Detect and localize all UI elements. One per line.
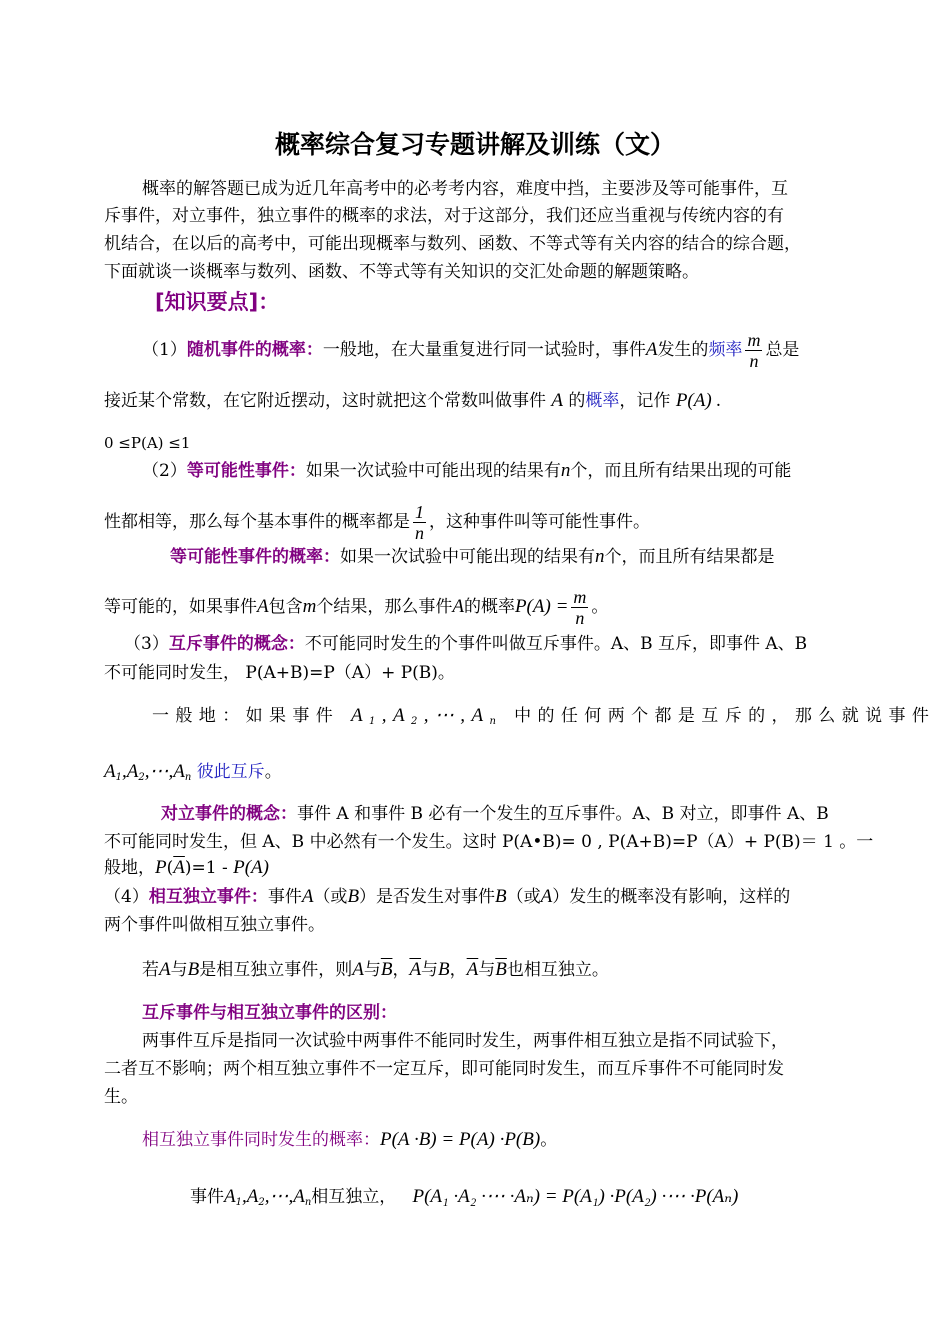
math-a-bar: $\overline{A}$ xyxy=(466,959,479,980)
p3-line-1 xyxy=(124,632,807,656)
math-sep: ,⋯, xyxy=(264,1186,294,1207)
probability-range: 0 ≤P(A) ≤1 xyxy=(104,434,191,452)
math-a: A xyxy=(159,959,171,980)
p2b-line-2 xyxy=(104,587,608,628)
p2-text: ，这种事件叫等可能性事件。 xyxy=(429,512,650,532)
math-an: A xyxy=(471,705,490,726)
subscript-2: 2 xyxy=(138,772,145,783)
paren-open: ( xyxy=(166,858,174,878)
p4-text: ）发生的概率没有影响，这样的 xyxy=(552,887,791,907)
p3-text: 。 xyxy=(264,762,282,782)
p3-line-3 xyxy=(152,704,935,734)
math-an: A xyxy=(293,1186,305,1207)
p4-text: 与 xyxy=(421,960,439,980)
p4-text: （或 xyxy=(313,887,348,907)
p4-text: 事件 xyxy=(267,887,302,907)
p2b-text: 等可能的，如果事件 xyxy=(104,597,257,617)
intro-line-4: 下面就谈一谈概率与数列、函数、不等式等有关知识的交汇处命题的解题策略。 xyxy=(104,262,699,282)
p4-line-1 xyxy=(104,885,790,909)
probability-term: 概率 xyxy=(585,391,620,411)
p3b-line-2: 不可能同时发生，但 A、B 中必然有一个发生。这时 P(A•B)= 0 , P(A+B)=P（A）+ P(B)＝ 1 。一 xyxy=(104,832,874,852)
math-a1: A xyxy=(104,761,116,782)
indep-formula: P(A ·B) = P(A) ·P(B) xyxy=(380,1129,541,1150)
p1-line-1 xyxy=(142,330,799,371)
math-b: B xyxy=(495,886,507,907)
intro-line-3: 机结合，在以后的高考中，可能出现概率与数列、函数、不等式等有关内容的结合的综合题， xyxy=(104,234,801,254)
math-a: A xyxy=(352,959,364,980)
section-heading: [知识要点]： xyxy=(155,290,280,314)
mutually-exclusive-term: 彼此互斥 xyxy=(196,762,265,782)
subscript-n: n xyxy=(184,772,192,783)
math-sep: , xyxy=(121,761,127,782)
subscript-n: n xyxy=(489,716,503,727)
p1-text: 发生的 xyxy=(657,340,709,360)
fraction-numerator: 1 xyxy=(415,502,424,522)
math-a-bar: $\overline{A}$ xyxy=(173,857,185,878)
p4-text: 与 xyxy=(170,960,188,980)
math-sep: , xyxy=(381,705,393,726)
p3-line-2: 不可能同时发生， P(A+B)=P（A）+ P(B)。 xyxy=(104,663,455,683)
p3b-line-3 xyxy=(104,856,269,880)
p2-heading: 等可能性事件： xyxy=(186,461,306,481)
p1-text: 总是 xyxy=(765,340,800,360)
indep-formula-2: P(A₁ ·A₂ ·⋯ ·Aₙ) = P(A₁) ·P(A₂) ·⋯ ·P(Aₙ) xyxy=(412,1186,739,1207)
p4-line-3 xyxy=(142,958,609,982)
difference-line-2: 二者互不影响；两个相互独立事件不一定互斥，即可能同时发生，而互斥事件不可能同时发 xyxy=(104,1059,784,1079)
math-m: m xyxy=(302,596,317,617)
p4-text: ， xyxy=(449,960,467,980)
math-a1: A xyxy=(224,1186,236,1207)
subscript-n: n xyxy=(304,1197,312,1208)
math-a: A xyxy=(301,886,314,907)
subscript-2: 2 xyxy=(410,716,424,727)
math-pa: P(A) . xyxy=(675,390,722,411)
p4-text: 与 xyxy=(478,960,496,980)
p1-text: 的 xyxy=(568,391,586,411)
math-a: A xyxy=(645,339,658,360)
math-a2: A xyxy=(246,1186,259,1207)
indep-text: 相互独立， xyxy=(311,1187,397,1207)
p2b-text: 个，而且所有结果都是 xyxy=(604,547,775,567)
difference-line-1: 两事件互斥是指同一次试验中两事件不能同时发生，两事件相互独立是指不同试验下， xyxy=(142,1031,788,1051)
p1-text: 一般地，在大量重复进行同一试验时，事件 xyxy=(322,340,646,360)
p3b-text: 般地， xyxy=(104,858,155,878)
p4-text: 与 xyxy=(363,960,381,980)
p3-text: 中的任何两个都是互斥的，那么就说事件 xyxy=(514,706,936,726)
math-b: B xyxy=(187,959,200,980)
p3-text: 一般地：如果事件 xyxy=(152,706,340,726)
p2b-text: 如果一次试验中可能出现的结果有 xyxy=(340,547,595,567)
math-pa: P(A) xyxy=(233,857,269,878)
math-an: A xyxy=(173,761,185,782)
math-a1: A xyxy=(351,705,370,726)
indep-end: 。 xyxy=(540,1130,558,1150)
math-a: A xyxy=(540,886,553,907)
subscript-1: 1 xyxy=(115,772,122,783)
fraction-m-over-n xyxy=(571,587,588,628)
formula-text: =1 - xyxy=(191,858,228,878)
p2-line-2 xyxy=(104,502,650,543)
p2b-text: 。 xyxy=(591,597,609,617)
p2b-text: 包含 xyxy=(268,597,303,617)
page-title: 概率综合复习专题讲解及训练（文） xyxy=(274,130,675,159)
fraction-denominator: n xyxy=(575,608,585,628)
fraction-denominator: n xyxy=(415,523,424,543)
math-p: P xyxy=(155,857,167,878)
indep-line-2 xyxy=(190,1185,738,1215)
p4-text: ）是否发生对事件 xyxy=(359,887,496,907)
p2-text: 性都相等，那么每个基本事件的概率都是 xyxy=(104,512,410,532)
p3b-text: 事件 A 和事件 B 必有一个发生的互斥事件。A、B 对立，即事件 A、B xyxy=(297,804,829,824)
p2b-line-1 xyxy=(170,545,775,569)
p4-text: 若 xyxy=(142,960,159,980)
math-a2: A xyxy=(126,761,139,782)
p3b-heading: 对立事件的概念： xyxy=(161,804,297,824)
fraction-numerator: m xyxy=(747,330,761,350)
p1-text: ，记作 xyxy=(619,391,671,411)
math-b: B xyxy=(438,959,450,980)
math-a: A xyxy=(257,596,269,617)
p1-line-2 xyxy=(104,389,721,413)
p4-text: 也相互独立。 xyxy=(506,960,609,980)
p2b-text: 个结果，那么事件 xyxy=(316,597,453,617)
math-sep: ,⋯, xyxy=(423,705,472,726)
p2b-heading: 等可能性事件的概率： xyxy=(170,547,340,567)
math-n: n xyxy=(595,546,605,567)
math-b-bar: $\overline{B}$ xyxy=(380,959,393,980)
math-a-bar: $\overline{A}$ xyxy=(409,959,422,980)
intro-line-2: 斥事件，对立事件，独立事件的概率的求法，对于这部分，我们还应当重视与传统内容的有 xyxy=(104,206,784,226)
math-a: A xyxy=(452,596,464,617)
p3-line-4 xyxy=(104,760,282,790)
p1-heading: 随机事件的概率： xyxy=(186,340,323,360)
indep-text: 事件 xyxy=(190,1187,224,1207)
p4-text: ， xyxy=(392,960,410,980)
indep-line-1 xyxy=(142,1128,557,1152)
fraction-denominator: n xyxy=(749,351,759,371)
p2-text: 个，而且所有结果出现的可能 xyxy=(570,461,792,481)
frequency-term: 频率 xyxy=(708,340,743,360)
p1-text: 接近某个常数，在它附近摆动，这时就把这个常数叫做事件 xyxy=(104,391,546,411)
p3-heading: 互斥事件的概念： xyxy=(168,634,305,654)
difference-heading: 互斥事件与相互独立事件的区别： xyxy=(142,1003,397,1023)
math-a2: A xyxy=(392,705,411,726)
p2-text: 如果一次试验中可能出现的结果有 xyxy=(305,461,561,481)
p3-number: （3） xyxy=(124,634,169,654)
intro-line-1: 概率的解答题已成为近几年高考中的必考考内容，难度中挡，主要涉及等可能事件，互 xyxy=(142,179,788,199)
math-b: B xyxy=(347,886,360,907)
p2-line-1 xyxy=(142,459,791,483)
subscript-2: 2 xyxy=(258,1197,265,1208)
subscript-1: 1 xyxy=(369,716,382,727)
indep-label: 相互独立事件同时发生的概率： xyxy=(142,1130,380,1150)
p4-line-2: 两个事件叫做相互独立事件。 xyxy=(104,915,325,935)
math-n: n xyxy=(560,460,571,481)
p4-text: （或 xyxy=(506,887,541,907)
math-a: A xyxy=(551,390,564,411)
fraction-1-over-n xyxy=(413,502,426,543)
math-sep: ,⋯, xyxy=(144,761,174,782)
difference-line-3: 生。 xyxy=(104,1087,138,1107)
fraction-m-over-n xyxy=(745,330,762,371)
p4-number: （4） xyxy=(104,887,149,907)
math-b-bar: $\overline{B}$ xyxy=(495,959,507,980)
fraction-numerator: m xyxy=(573,587,587,607)
p3-text: 不可能同时发生的个事件叫做互斥事件。A、B 互斥，即事件 A、B xyxy=(304,634,808,654)
p2-number: （2） xyxy=(142,461,187,481)
math-pa-eq: P(A) = xyxy=(514,596,569,617)
p1-number: （1） xyxy=(142,340,187,360)
math-sep: , xyxy=(241,1186,247,1207)
subscript-1: 1 xyxy=(235,1197,242,1208)
p4-heading: 相互独立事件： xyxy=(148,887,268,907)
p4-text: 是相互独立事件，则 xyxy=(199,960,353,980)
p2b-text: 的概率 xyxy=(463,597,515,617)
p3b-line-1 xyxy=(161,802,829,826)
paren-close: ) xyxy=(184,858,192,878)
